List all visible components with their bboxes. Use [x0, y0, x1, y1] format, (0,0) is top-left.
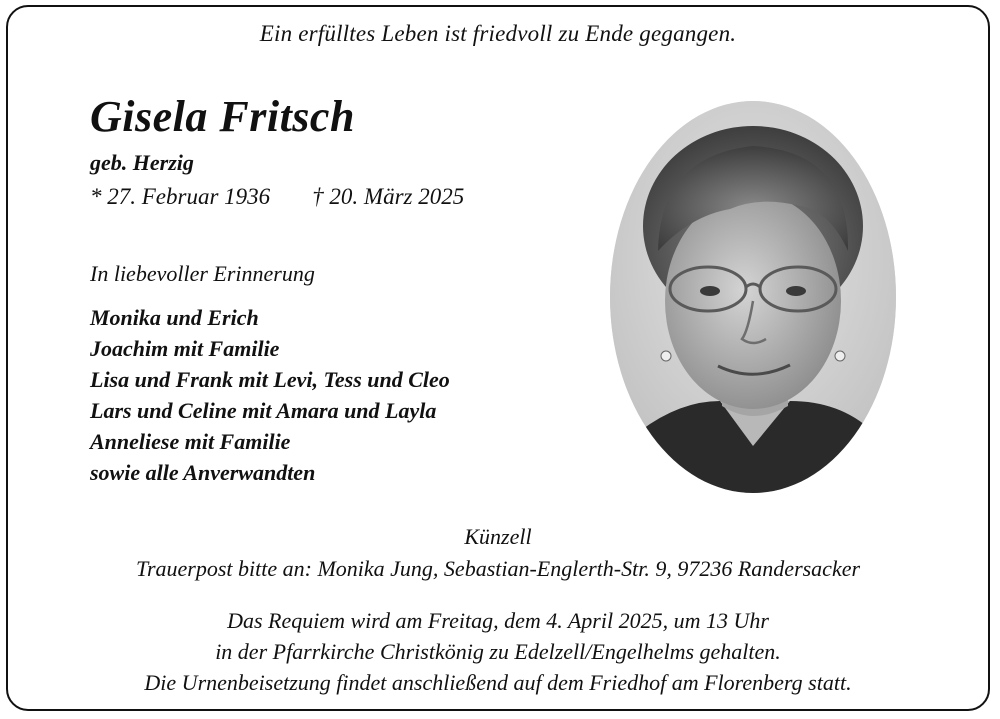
mourner-entry: Lars und Celine mit Amara und Layla — [90, 398, 437, 423]
portrait-photo — [610, 101, 896, 493]
death-date: † 20. März 2025 — [312, 184, 465, 209]
mourner-entry: Monika und Erich — [90, 305, 259, 330]
birth-date: * 27. Februar 1936 — [90, 184, 271, 209]
service-info — [8, 605, 988, 698]
mourner-entry: Anneliese mit Familie — [90, 429, 291, 454]
mourner-entry: sowie alle Anverwandten — [90, 460, 316, 485]
mail-address: Trauerpost bitte an: Monika Jung, Sebastian-Englerth-Str. 9, 97236 Randersacker — [135, 556, 861, 581]
mourners-list — [90, 302, 450, 488]
life-dates — [90, 184, 464, 210]
mourner-entry: Joachim mit Familie — [90, 336, 280, 361]
residence-place: Künzell — [464, 524, 532, 549]
mourner-entry: Lisa und Frank mit Levi, Tess und Cleo — [90, 367, 450, 392]
portrait-illustration — [610, 101, 896, 493]
service-line: Das Requiem wird am Freitag, dem 4. April 2025, um 13 Uhr — [227, 608, 769, 633]
memory-line: In liebevoller Erinnerung — [90, 261, 315, 286]
motto-line: Ein erfülltes Leben ist friedvoll zu Ende gegangen. — [259, 21, 737, 46]
birth-name: geb. Herzig — [90, 150, 194, 175]
deceased-name: Gisela Fritsch — [90, 92, 355, 141]
obituary-card — [6, 5, 990, 711]
service-line: Die Urnenbeisetzung findet anschließend auf dem Friedhof am Florenberg statt. — [144, 670, 852, 695]
service-line: in der Pfarrkirche Christkönig zu Edelzell/Engelhelms gehalten. — [215, 639, 781, 664]
